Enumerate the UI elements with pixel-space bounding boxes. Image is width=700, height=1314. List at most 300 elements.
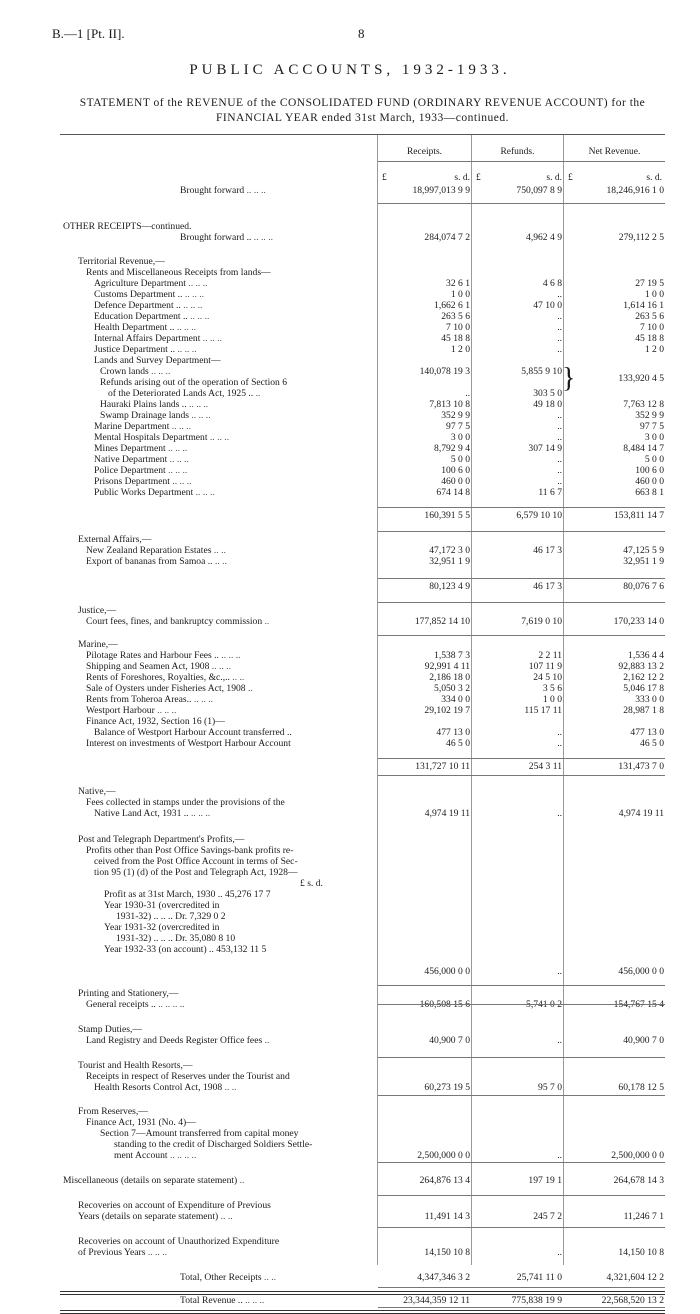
leader-dots: .. .. .. xyxy=(244,185,266,196)
table-row xyxy=(60,454,665,465)
table-row xyxy=(60,605,665,616)
table-row xyxy=(60,889,665,900)
refunds-value: .. xyxy=(557,727,562,738)
receipts-value: 264,876 13 4 xyxy=(419,1175,470,1186)
row-label: Refunds arising out of the operation of Section 6 xyxy=(100,377,288,388)
table-row xyxy=(60,333,665,344)
net-revenue-value: 32,951 1 9 xyxy=(623,556,664,567)
receipts-value: 60,273 19 5 xyxy=(424,1082,470,1093)
table-row xyxy=(60,476,665,487)
receipts-value: 477 13 0 xyxy=(436,727,470,738)
row-label: Tourist and Health Resorts,— xyxy=(78,1060,193,1071)
crown-lands-net-row xyxy=(60,373,665,384)
refunds-value: .. xyxy=(557,966,562,977)
row-rule xyxy=(378,1195,665,1196)
leader-dots: .. .. .. xyxy=(175,344,197,355)
row-label: of the Deteriorated Lands Act, 1925 .. .. xyxy=(108,388,261,399)
table-row xyxy=(60,966,665,977)
table-row xyxy=(60,1128,665,1139)
refunds-currency: £ xyxy=(476,173,481,183)
row-label: Rents of Foreshores, Royalties, &c.,.. .. .. xyxy=(86,672,245,683)
receipts-value: 97 7 5 xyxy=(446,421,470,432)
row-rule xyxy=(378,507,665,508)
table-row xyxy=(60,311,665,322)
refunds-value: .. xyxy=(557,421,562,432)
row-label: Prisons Department .. .. .. xyxy=(94,476,192,487)
row-label: Swamp Drainage lands .. .. .. xyxy=(100,410,211,421)
receipts-value: 334 0 0 xyxy=(441,694,470,705)
row-label: Public Works Department .. .. .. xyxy=(94,487,215,498)
row-label: Justice,— xyxy=(78,605,117,616)
table-row xyxy=(60,1295,665,1306)
leader-dots: .. .. .. .. xyxy=(155,999,185,1010)
table-row xyxy=(60,761,665,772)
net-revenue-value: 7,763 12 8 xyxy=(623,399,664,410)
report-reference: B.—1 [Pt. II]. xyxy=(52,26,125,41)
row-label: Mines Department .. .. .. xyxy=(94,443,188,454)
receipts-value: 11,491 14 3 xyxy=(424,1211,470,1222)
receipts-value: 3 0 0 xyxy=(450,432,470,443)
table-row xyxy=(60,786,665,797)
refunds-value: .. xyxy=(557,432,562,443)
net-revenue-value: 333 0 0 xyxy=(635,694,664,705)
refunds-value: 11 6 7 xyxy=(538,487,562,498)
table-row xyxy=(60,845,665,856)
receipts-value: 32,951 1 9 xyxy=(429,556,470,567)
row-label: tion 95 (1) (d) of the Post and Telegraph Act, 1928— xyxy=(94,867,298,878)
row-label: Interest on investments of Westport Harbour Account xyxy=(86,738,291,749)
refunds-header: Refunds. xyxy=(500,147,535,157)
row-label: Year 1930-31 (overcredited in xyxy=(104,900,220,911)
row-label: Land Registry and Deeds Register Office fees .. xyxy=(86,1035,270,1046)
row-label: Rents and Miscellaneous Receipts from lands— xyxy=(86,267,271,278)
row-label: OTHER RECEIPTS—continued. xyxy=(63,221,192,232)
refunds-value: 47 10 0 xyxy=(533,300,562,311)
refunds-value: 24 5 10 xyxy=(533,672,562,683)
receipts-value: 23,344,359 12 11 xyxy=(403,1295,470,1306)
table-row xyxy=(60,278,665,289)
table-row xyxy=(60,1082,665,1093)
table-row xyxy=(60,432,665,443)
row-label: 1931-32) .. .. .. Dr. 7,329 0 2 xyxy=(116,911,226,922)
net-revenue-value: 170,233 14 0 xyxy=(613,616,664,627)
receipts-value: 4,347,346 3 2 xyxy=(417,1272,470,1283)
leader-dots: .. .. .. xyxy=(200,333,222,344)
net-revenue-value: 1,614 16 1 xyxy=(623,300,664,311)
net-revenue-value: 18,246,916 1 0 xyxy=(606,185,664,196)
row-rule xyxy=(378,602,665,603)
receipts-value: 263 5 6 xyxy=(441,311,470,322)
row-label: Profit as at 31st March, 1930 .. 45,276 17 7 xyxy=(104,889,271,900)
receipts-value: 5 0 0 xyxy=(450,454,470,465)
row-label: Crown lands .. .. .. xyxy=(100,366,171,377)
table-row xyxy=(60,705,665,716)
net-revenue-value: 2,162 12 2 xyxy=(623,672,664,683)
row-label: Brought forward .. .. .. .. xyxy=(180,232,273,243)
row-rule xyxy=(378,1095,665,1096)
statement-heading: STATEMENT of the REVENUE of the CONSOLIDATED FUND (ORDINARY REVENUE ACCOUNT) for the FINANCIAL YEAR ended 31st March, 1933—continued. xyxy=(79,97,646,124)
refunds-value: 750,097 8 9 xyxy=(516,185,562,196)
leader-dots: .. .. .. xyxy=(187,311,210,322)
refunds-value: 4,962 4 9 xyxy=(526,232,562,243)
receipts-value: 160,391 5 5 xyxy=(424,510,470,521)
leader-dots: .. .. .. xyxy=(182,289,205,300)
receipts-value: 80,123 4 9 xyxy=(429,581,470,592)
row-label: New Zealand Reparation Estates .. .. xyxy=(86,545,226,556)
receipts-value: 456,000 0 0 xyxy=(424,966,470,977)
row-label: Native,— xyxy=(78,786,116,797)
row-label: Receipts in respect of Reserves under the Tourist and xyxy=(86,1071,290,1082)
row-label: Native Land Act, 1931 .. .. .. .. xyxy=(94,808,211,819)
row-label: Customs Department .. .. .. .. xyxy=(94,289,205,300)
leader-dots: .. .. .. xyxy=(154,705,177,716)
table-row xyxy=(60,322,665,333)
table-row xyxy=(60,1106,665,1117)
row-label: Marine,— xyxy=(78,639,118,650)
receipts-value: 40,900 7 0 xyxy=(429,1035,470,1046)
net-revenue-value: 100 6 0 xyxy=(635,465,664,476)
net-revenue-value: 27 19 5 xyxy=(635,278,664,289)
refunds-value: 95 7 0 xyxy=(538,1082,562,1093)
row-rule xyxy=(378,1307,665,1308)
leader-dots: .. .. .. xyxy=(145,1247,168,1258)
receipts-value: 140,078 19 3 xyxy=(419,366,470,377)
refunds-value: .. xyxy=(557,410,562,421)
net-revenue-value: 279,112 2 5 xyxy=(618,232,664,243)
net-revenue-value: 1 0 0 xyxy=(644,289,664,300)
table-row xyxy=(60,1150,665,1161)
net-revenue-value: 477 13 0 xyxy=(630,727,664,738)
row-label: Health Department .. .. .. .. xyxy=(94,322,197,333)
table-row xyxy=(60,1071,665,1082)
leader-dots: .. .. .. xyxy=(169,476,192,487)
header-rule xyxy=(378,161,665,162)
leader-dots: .. .. .. xyxy=(148,366,171,377)
net-revenue-value: 5,046 17 8 xyxy=(623,683,664,694)
table-row xyxy=(60,256,665,267)
table-row xyxy=(60,1139,665,1150)
row-label: Finance Act, 1931 (No. 4)— xyxy=(86,1117,196,1128)
leader-dots: .. .. .. xyxy=(189,410,211,421)
receipts-value: 7 10 0 xyxy=(446,322,470,333)
refunds-value: 46 17 3 xyxy=(533,581,562,592)
refunds-value: 197 19 1 xyxy=(528,1175,562,1186)
row-label: Recoveries on account of Expenditure of Previous xyxy=(78,1200,271,1211)
row-label: Fees collected in stamps under the provisions of the xyxy=(86,797,285,808)
table-row xyxy=(60,683,665,694)
table-row xyxy=(60,661,665,672)
net-revenue-value: 4,321,604 12 2 xyxy=(606,1272,664,1283)
table-row xyxy=(60,944,665,955)
net-revenue-value: 28,987 1 8 xyxy=(623,705,664,716)
row-label: Shipping and Seamen Act, 1908 .. .. .. xyxy=(86,661,231,672)
receipts-value: 352 9 9 xyxy=(441,410,470,421)
table-row xyxy=(60,487,665,498)
table-row xyxy=(60,421,665,432)
receipts-value: 160,508 15 6 xyxy=(419,999,470,1010)
row-label: Brought forward .. .. .. xyxy=(180,185,266,196)
net-revenue-value: 460 0 0 xyxy=(635,476,664,487)
table-row xyxy=(60,716,665,727)
table-row xyxy=(60,267,665,278)
net-currency: £ xyxy=(568,173,573,183)
leader-dots: .. .. xyxy=(212,556,227,567)
receipts-value: 4,974 19 11 xyxy=(424,808,470,819)
receipts-value: 5,050 3 2 xyxy=(434,683,470,694)
row-label: Rents from Toheroa Areas.. .. .. .. xyxy=(86,694,214,705)
row-label: Miscellaneous (details on separate statement) .. xyxy=(63,1175,245,1186)
row-label: Court fees, fines, and bankruptcy commission .. xyxy=(86,616,270,627)
leader-dots: .. .. .. xyxy=(191,694,214,705)
row-rule xyxy=(378,531,665,532)
table-row xyxy=(60,911,665,922)
table-row xyxy=(60,232,665,243)
refunds-value: .. xyxy=(557,808,562,819)
row-label: General receipts .. .. .. .. .. xyxy=(86,999,185,1010)
net-revenue-value: 154,767 15 4 xyxy=(613,999,664,1010)
receipts-value: .. xyxy=(465,388,470,399)
receipts-value: 18,997,013 9 9 xyxy=(412,185,470,196)
leader-dots: .. xyxy=(262,616,270,627)
net-revenue-value: 153,811 14 7 xyxy=(613,510,664,521)
row-rule xyxy=(378,1004,665,1005)
row-label: Justice Department .. .. .. .. xyxy=(94,344,197,355)
receipts-value: 7,813 10 8 xyxy=(429,399,470,410)
table-row xyxy=(60,834,665,845)
net-revenue-value: 7 10 0 xyxy=(640,322,664,333)
row-rule xyxy=(378,1227,665,1228)
row-label: Agriculture Department .. .. .. xyxy=(94,278,208,289)
row-label: Pilotage Rates and Harbour Fees .. .. .. .. xyxy=(86,650,241,661)
net-sd: s. d. xyxy=(646,173,662,183)
row-label: ment Account .. .. .. .. xyxy=(114,1150,197,1161)
row-label: Years (details on separate statement) .. .. xyxy=(78,1211,233,1222)
table-row xyxy=(60,867,665,878)
leader-dots: .. .. .. xyxy=(167,454,189,465)
table-row xyxy=(60,510,665,521)
refunds-sd: s. d. xyxy=(546,173,562,183)
page-number: 8 xyxy=(358,26,365,41)
table-row xyxy=(60,534,665,545)
net-revenue-value: 1 2 0 xyxy=(644,344,664,355)
leader-dots: .. .. .. xyxy=(207,432,230,443)
row-label: Export of bananas from Samoa .. .. .. xyxy=(86,556,227,567)
table-row xyxy=(60,399,665,410)
table-row xyxy=(60,289,665,300)
row-label: Section 7—Amount transferred from capital money xyxy=(100,1128,299,1139)
leader-dots: .. .. .. xyxy=(218,650,241,661)
refunds-value: 307 14 9 xyxy=(528,443,562,454)
refunds-value: .. xyxy=(557,289,562,300)
leader-dots: .. .. .. xyxy=(242,1295,265,1306)
leader-dots: .. .. .. xyxy=(209,661,231,672)
net-revenue-header: Net Revenue. xyxy=(588,147,641,157)
row-rule xyxy=(378,775,665,776)
receipts-value: 2,186 18 0 xyxy=(429,672,470,683)
row-label: Sale of Oysters under Fisheries Act, 1908 .. xyxy=(86,683,253,694)
row-rule xyxy=(378,203,665,204)
net-revenue-value: 22,568,520 13 2 xyxy=(601,1295,664,1306)
refunds-value: .. xyxy=(557,322,562,333)
table-row xyxy=(60,1035,665,1046)
row-label: Lands and Survey Department— xyxy=(94,355,221,366)
row-label: External Affairs,— xyxy=(78,534,152,545)
refunds-value: 5,741 0 2 xyxy=(526,999,562,1010)
table-row xyxy=(60,900,665,911)
net-revenue-value: 40,900 7 0 xyxy=(623,1035,664,1046)
table-row xyxy=(60,694,665,705)
refunds-value: .. xyxy=(557,1035,562,1046)
receipts-value: 284,074 7 2 xyxy=(424,232,470,243)
leader-dots: .. .. xyxy=(211,545,226,556)
revenue-table xyxy=(60,134,665,1306)
table-row xyxy=(60,300,665,311)
net-revenue-value: 264,678 14 3 xyxy=(613,1175,664,1186)
table-row xyxy=(60,1117,665,1128)
refunds-value: 2 2 11 xyxy=(538,650,562,661)
refunds-value: .. xyxy=(557,333,562,344)
net-revenue-value: 131,473 7 0 xyxy=(618,761,664,772)
table-row xyxy=(60,856,665,867)
refunds-value: .. xyxy=(557,454,562,465)
table-row xyxy=(60,344,665,355)
receipts-value: 177,852 14 10 xyxy=(414,616,470,627)
leader-dots: .. .. .. xyxy=(174,322,197,333)
receipts-currency: £ xyxy=(382,173,387,183)
receipts-value: 1,538 7 3 xyxy=(434,650,470,661)
net-revenue-value: 47,125 5 9 xyxy=(623,545,664,556)
table-row xyxy=(60,988,665,999)
net-revenue-value: 456,000 0 0 xyxy=(618,966,664,977)
table-row xyxy=(60,797,665,808)
table-row xyxy=(60,738,665,749)
net-revenue-value: 2,500,000 0 0 xyxy=(611,1150,664,1161)
refunds-value: 6,579 10 10 xyxy=(516,510,562,521)
receipts-value: 14,150 10 8 xyxy=(424,1247,470,1258)
receipts-value: 674 14 8 xyxy=(436,487,470,498)
net-revenue-value: 11,246 7 1 xyxy=(623,1211,664,1222)
row-label: Health Resorts Control Act, 1908 .. .. xyxy=(94,1082,237,1093)
row-label: Defence Department .. .. .. .. xyxy=(94,300,203,311)
receipts-value: 1 2 0 xyxy=(450,344,470,355)
receipts-value: 100 6 0 xyxy=(441,465,470,476)
row-label: Hauraki Plains lands .. .. .. .. xyxy=(100,399,209,410)
row-label: Police Department .. .. .. xyxy=(94,465,188,476)
table-row xyxy=(60,545,665,556)
receipts-value: 460 0 0 xyxy=(441,476,470,487)
row-label: Printing and Stationery,— xyxy=(78,988,179,999)
net-revenue-value: 5 0 0 xyxy=(644,454,664,465)
leader-dots: .. .. xyxy=(222,1082,237,1093)
refunds-value: .. xyxy=(557,1150,562,1161)
receipts-value: 2,500,000 0 0 xyxy=(417,1150,470,1161)
row-label: Westport Harbour .. .. .. xyxy=(86,705,177,716)
row-label: Post and Telegraph Department's Profits,— xyxy=(78,834,245,845)
row-label: Mental Hospitals Department .. .. .. xyxy=(94,432,230,443)
leader-dots: .. .. .. xyxy=(251,232,273,243)
table-row xyxy=(60,650,665,661)
net-revenue-value: 4,974 19 11 xyxy=(618,808,664,819)
table-row xyxy=(60,410,665,421)
leader-dots: .. xyxy=(253,388,261,399)
refunds-value: 254 3 11 xyxy=(528,761,562,772)
table-row xyxy=(60,1272,665,1283)
refunds-value: 46 17 3 xyxy=(533,545,562,556)
receipts-value: 32 6 1 xyxy=(446,278,470,289)
table-row xyxy=(60,465,665,476)
net-revenue-value: 263 5 6 xyxy=(635,311,664,322)
refunds-value: 7,619 0 10 xyxy=(521,616,562,627)
refunds-value: .. xyxy=(557,344,562,355)
leader-dots: .. .. .. xyxy=(165,465,188,476)
leader-dots: .. .. xyxy=(218,1211,233,1222)
receipts-value: 46 5 0 xyxy=(446,738,470,749)
refunds-value: 245 7 2 xyxy=(533,1211,562,1222)
net-revenue-value: 352 9 9 xyxy=(635,410,664,421)
table-row xyxy=(60,1211,665,1222)
refunds-value: 107 11 9 xyxy=(528,661,562,672)
table-row xyxy=(60,1236,665,1247)
leader-dots: .. .. .. xyxy=(165,443,188,454)
refunds-value: 49 18 0 xyxy=(533,399,562,410)
leader-dots: .. .. .. .. xyxy=(167,1150,197,1161)
table-row xyxy=(60,1200,665,1211)
table-row xyxy=(60,1024,665,1035)
leader-dots: .. .. xyxy=(261,1272,277,1283)
row-label: Education Department .. .. .. .. xyxy=(94,311,210,322)
table-row xyxy=(60,639,665,650)
refunds-value: 3 5 6 xyxy=(542,683,562,694)
table-row xyxy=(60,616,665,627)
table-row xyxy=(60,878,665,889)
refunds-value: .. xyxy=(557,465,562,476)
table-row xyxy=(60,1060,665,1071)
leader-dots: .. xyxy=(237,1175,245,1186)
leader-dots: .. .. .. xyxy=(186,399,209,410)
net-revenue-value: 663 8 1 xyxy=(635,487,664,498)
leader-dots: .. xyxy=(262,1035,270,1046)
row-rule xyxy=(378,1162,665,1163)
receipts-value: 1,662 6 1 xyxy=(434,300,470,311)
receipts-value: 47,172 3 0 xyxy=(429,545,470,556)
receipts-value: 131,727 10 11 xyxy=(415,761,470,772)
receipts-value: 92,991 4 11 xyxy=(424,661,470,672)
row-rule xyxy=(378,1057,665,1058)
refunds-value: .. xyxy=(557,311,562,322)
net-revenue-value: 1,536 4 4 xyxy=(628,650,664,661)
row-label: ceived from the Post Office Account in terms of Sec- xyxy=(94,856,298,867)
receipts-header: Receipts. xyxy=(406,147,443,157)
row-label: Internal Affairs Department .. .. .. xyxy=(94,333,222,344)
net-revenue-value: 8,484 14 7 xyxy=(623,443,664,454)
net-revenue-value: 60,178 12 5 xyxy=(618,1082,664,1093)
refunds-value: 25,741 11 0 xyxy=(516,1272,562,1283)
total-double-rule xyxy=(60,1310,665,1314)
row-label: Recoveries on account of Unauthorized Expenditure xyxy=(78,1236,280,1247)
row-label: Territorial Revenue,— xyxy=(78,256,165,267)
table-row xyxy=(60,672,665,683)
receipts-sd: s. d. xyxy=(454,173,470,183)
table-row xyxy=(60,443,665,454)
row-rule xyxy=(378,758,665,759)
row-label: Marine Department .. .. .. xyxy=(94,421,191,432)
row-label: 1931-32) .. .. .. Dr. 35,080 8 10 xyxy=(116,933,236,944)
row-label: standing to the credit of Discharged Soldiers Settle- xyxy=(114,1139,313,1150)
refunds-value: 775,838 19 9 xyxy=(511,1295,562,1306)
crown-lands-net-value: 133,920 4 5 xyxy=(618,373,664,384)
row-label: Finance Act, 1932, Section 16 (1)— xyxy=(86,716,225,727)
receipts-value: 29,102 19 7 xyxy=(424,705,470,716)
